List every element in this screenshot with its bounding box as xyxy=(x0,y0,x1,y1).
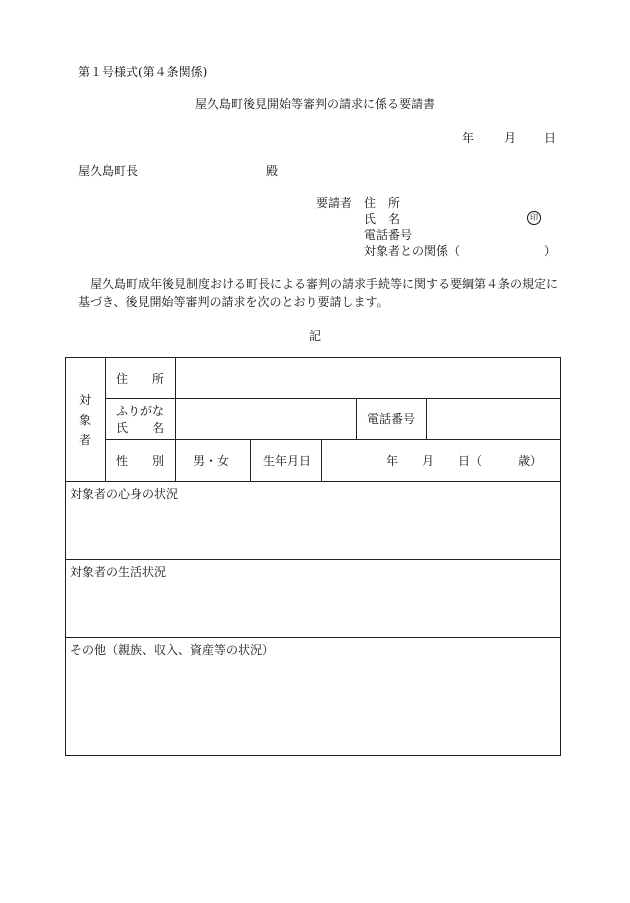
phone-label: 電話番号 xyxy=(367,412,416,426)
request-body-text: 屋久島町成年後見制度おける町長による審判の請求手続等に関する要綱第４条の規定に基づき、後見開始等審判の請求を次のとおり要請します。 xyxy=(78,277,559,309)
request-form-table xyxy=(65,357,561,756)
date-line xyxy=(462,130,556,146)
subject-label xyxy=(77,390,93,450)
applicant-phone-label: 電話番号 xyxy=(364,228,413,242)
sex-label: 性 別 xyxy=(116,454,165,468)
form-number: 第１号様式(第４条関係) xyxy=(78,65,208,79)
subject-char-3: 者 xyxy=(78,433,91,447)
date-day: 日 xyxy=(544,131,557,145)
honorific: 殿 xyxy=(266,164,279,178)
applicant-label: 要請者 xyxy=(316,196,353,210)
furigana-label: ふりがな xyxy=(116,404,165,418)
ki-heading: 記 xyxy=(308,329,321,343)
other-condition-label: その他（親族、収入、資産等の状況） xyxy=(70,643,275,657)
applicant-address-label: 住 所 xyxy=(364,196,401,210)
seal-mark: 印 xyxy=(527,211,541,225)
name-label: 氏 名 xyxy=(116,421,165,435)
living-condition-label: 対象者の生活状況 xyxy=(70,565,167,579)
dob-label: 生年月日 xyxy=(263,454,312,468)
applicant-name-label: 氏 名 xyxy=(364,212,401,226)
dob-value: 年 月 日（ 歳） xyxy=(386,454,543,468)
date-month: 月 xyxy=(504,131,517,145)
addressee: 屋久島町長 xyxy=(78,164,139,178)
subject-char-2: 象 xyxy=(78,413,91,427)
applicant-relation-label: 対象者との関係（ ） xyxy=(364,244,557,258)
subject-char-1: 対 xyxy=(78,393,91,407)
sex-value: 男・女 xyxy=(193,454,230,468)
mental-condition-label: 対象者の心身の状況 xyxy=(70,487,179,501)
document-title: 屋久島町後見開始等審判の請求に係る要請書 xyxy=(194,97,435,111)
date-year: 年 xyxy=(462,131,475,145)
address-label: 住 所 xyxy=(116,372,165,386)
